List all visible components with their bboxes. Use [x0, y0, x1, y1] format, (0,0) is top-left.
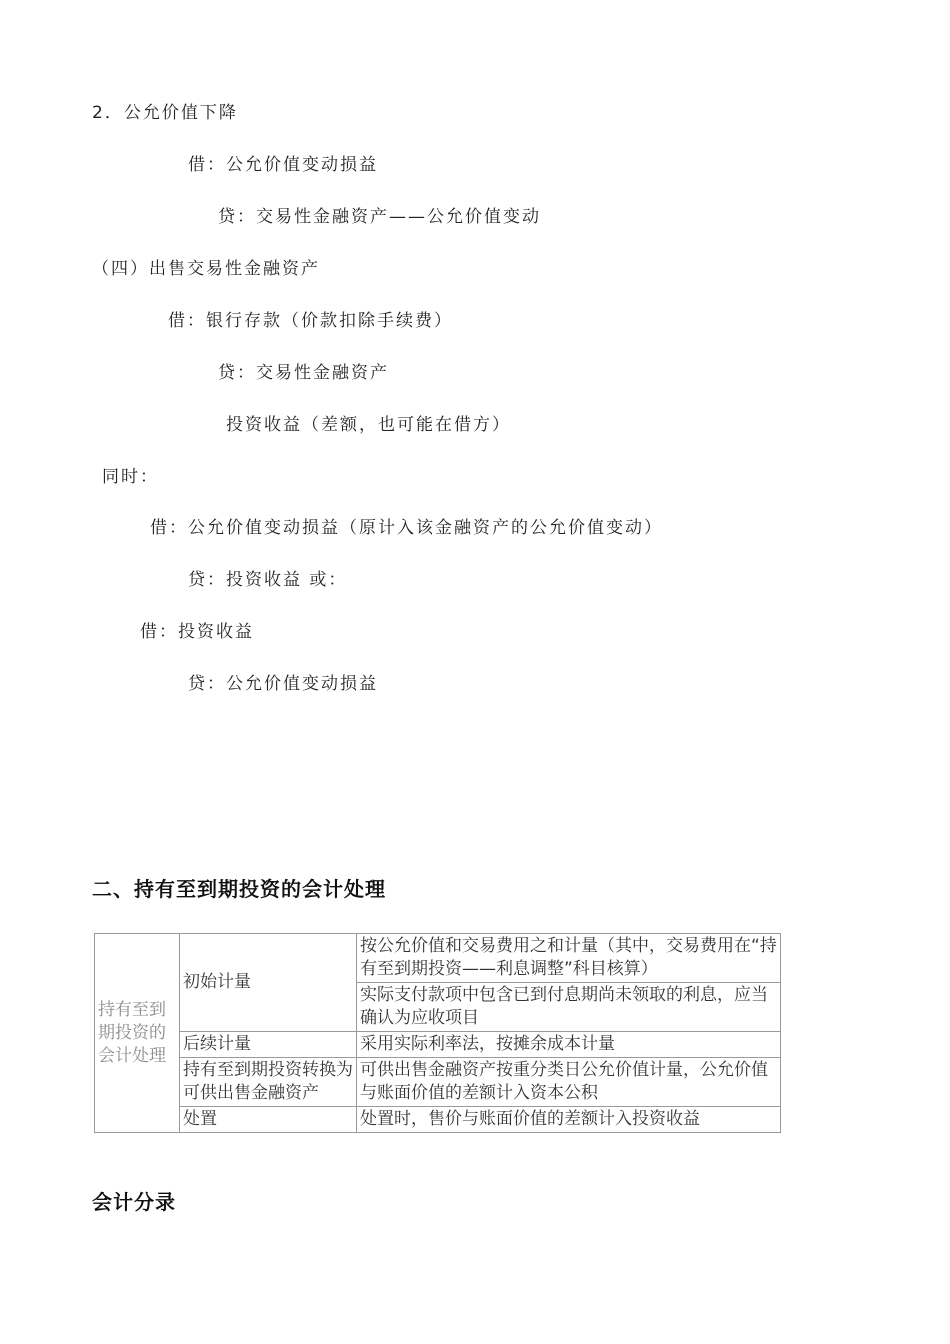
entry-line-4: （四）出售交易性金融资产	[92, 259, 320, 279]
entry-line-6: 贷：交易性金融资产	[218, 363, 389, 383]
htm-investment-table	[94, 933, 781, 1133]
entry-line-1: 2．公允价值下降	[92, 103, 238, 123]
row-label-subsequent: 后续计量	[180, 1032, 357, 1058]
table-side-label: 持有至到期投资的会计处理	[95, 934, 180, 1133]
table-row	[95, 1058, 781, 1107]
row-desc-transfer: 可供出售金融资产按重分类日公允价值计量，公允价值与账面价值的差额计入资本公积	[357, 1058, 781, 1107]
entry-line-10: 贷：投资收益 或：	[188, 570, 348, 590]
row-label-transfer: 持有至到期投资转换为可供出售金融资产	[180, 1058, 357, 1107]
footer-heading: 会计分录	[92, 1190, 176, 1214]
table-row	[95, 1032, 781, 1058]
row-label-disposal: 处置	[180, 1107, 357, 1133]
entry-line-8: 同时：	[102, 467, 159, 487]
row-desc-initial-2: 实际支付款项中包含已到付息期尚未领取的利息，应当确认为应收项目	[357, 983, 781, 1032]
entry-line-7: 投资收益（差额，也可能在借方）	[226, 415, 511, 435]
table-row	[95, 934, 781, 983]
row-desc-disposal: 处置时，售价与账面价值的差额计入投资收益	[357, 1107, 781, 1133]
row-desc-subsequent: 采用实际利率法，按摊余成本计量	[357, 1032, 781, 1058]
entry-line-3: 贷：交易性金融资产——公允价值变动	[218, 207, 541, 227]
section-heading: 二、持有至到期投资的会计处理	[92, 877, 386, 901]
entry-line-5: 借：银行存款（价款扣除手续费）	[168, 311, 453, 331]
row-desc-initial-1: 按公允价值和交易费用之和计量（其中，交易费用在“持有至到期投资——利息调整”科目核算）	[357, 934, 781, 983]
row-label-initial: 初始计量	[180, 934, 357, 1032]
entry-line-2: 借：公允价值变动损益	[188, 155, 378, 175]
table-row	[95, 1107, 781, 1133]
entry-line-12: 贷：公允价值变动损益	[188, 674, 378, 694]
entry-line-11: 借：投资收益	[140, 622, 254, 642]
entry-line-9: 借：公允价值变动损益（原计入该金融资产的公允价值变动）	[150, 518, 663, 538]
